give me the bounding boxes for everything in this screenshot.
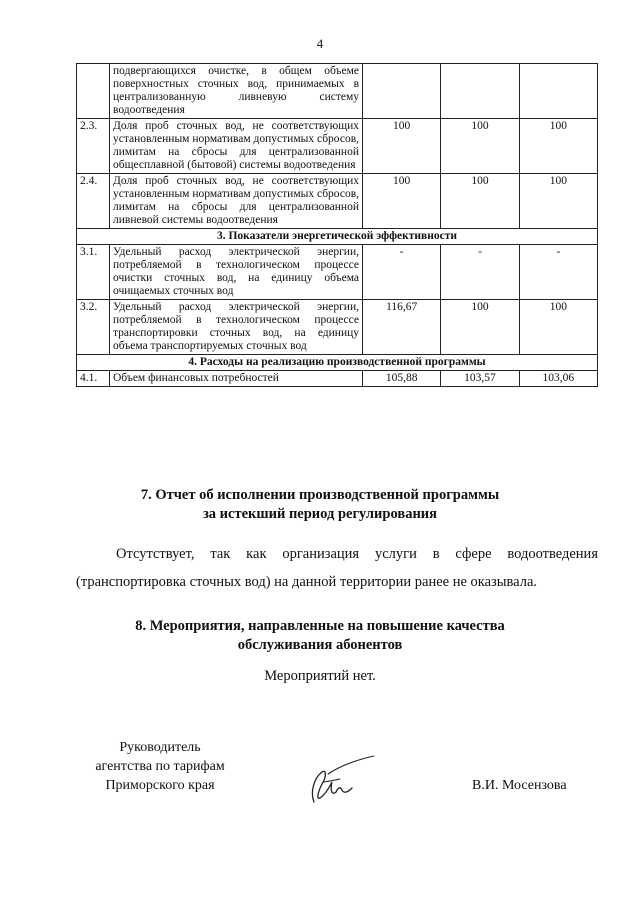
table-row bbox=[77, 245, 598, 300]
row-number: 3.2. bbox=[77, 300, 110, 355]
section-heading: 4. Расходы на реализацию производственной программы bbox=[77, 355, 598, 371]
value-cell bbox=[363, 64, 441, 119]
row-description: подвергающихся очистке, в общем объеме поверхностных сточных вод, принимаемых в централизованную ливневую систему водоотведения bbox=[110, 64, 363, 119]
row-number bbox=[77, 64, 110, 119]
section7-title-line1: 7. Отчет об исполнении производственной программы bbox=[140, 487, 500, 503]
section8-text: Мероприятий нет. bbox=[264, 668, 376, 684]
value-cell: 100 bbox=[519, 119, 597, 174]
value-cell: 116,67 bbox=[363, 300, 441, 355]
row-description: Объем финансовых потребностей bbox=[110, 371, 363, 387]
page-number: 4 bbox=[316, 36, 324, 51]
section8-title-line1: 8. Мероприятия, направленные на повышение качества bbox=[135, 618, 505, 634]
section8-title bbox=[0, 617, 640, 655]
row-description: Удельный расход электрической энергии, потребляемой в технологическом процессе очистки сточных вод, на единицу объема очищаемых сточных вод bbox=[110, 245, 363, 300]
section8-title-line2: обслуживания абонентов bbox=[237, 637, 403, 653]
signatory-title-line1: Руководитель bbox=[119, 740, 201, 755]
value-cell: 103,57 bbox=[441, 371, 519, 387]
signatory-title-line2: агентства по тарифам bbox=[95, 759, 225, 774]
value-cell: - bbox=[363, 245, 441, 300]
row-description: Доля проб сточных вод, не соответствующих установленным нормативам допустимых сбросов, лимитам на сбросы для централизованной общесплавной (бытовой) системы водоотведения bbox=[110, 119, 363, 174]
value-cell: - bbox=[519, 245, 597, 300]
value-cell bbox=[441, 64, 519, 119]
table-row bbox=[77, 64, 598, 119]
table-row bbox=[77, 300, 598, 355]
value-cell bbox=[519, 64, 597, 119]
table-row bbox=[77, 371, 598, 387]
section-heading: 3. Показатели энергетической эффективности bbox=[77, 229, 598, 245]
value-cell: 100 bbox=[441, 174, 519, 229]
section7-title-line2: за истекший период регулирования bbox=[202, 506, 438, 522]
value-cell: - bbox=[441, 245, 519, 300]
table-row bbox=[77, 119, 598, 174]
row-number: 4.1. bbox=[77, 371, 110, 387]
table-row bbox=[77, 174, 598, 229]
value-cell: 100 bbox=[363, 119, 441, 174]
section7-text: Отсутствует, так как организация услуги в сфере водоотведения (транспортировка сточных вод) на данной территории ранее не оказывала. bbox=[76, 546, 598, 590]
row-number: 3.1. bbox=[77, 245, 110, 300]
handwritten-signature bbox=[300, 752, 380, 812]
table-section-row bbox=[77, 229, 598, 245]
row-number: 2.4. bbox=[77, 174, 110, 229]
value-cell: 103,06 bbox=[519, 371, 597, 387]
indicators-table bbox=[76, 63, 598, 387]
row-description: Доля проб сточных вод, не соответствующих установленным нормативам допустимых сбросов, лимитам на сбросы для централизованной ливневой системы водоотведения bbox=[110, 174, 363, 229]
value-cell: 100 bbox=[519, 300, 597, 355]
signatory-name: В.И. Мосензова bbox=[472, 778, 567, 793]
value-cell: 100 bbox=[441, 119, 519, 174]
signatory-title bbox=[80, 738, 240, 795]
row-number: 2.3. bbox=[77, 119, 110, 174]
section7-title bbox=[0, 486, 640, 524]
row-description: Удельный расход электрической энергии, потребляемой в технологическом процессе транспортировки сточных вод, на единицу объема транспортируемых сточных вод bbox=[110, 300, 363, 355]
value-cell: 100 bbox=[519, 174, 597, 229]
value-cell: 100 bbox=[363, 174, 441, 229]
signatory-title-line3: Приморского края bbox=[105, 778, 215, 793]
value-cell: 100 bbox=[441, 300, 519, 355]
table-section-row bbox=[77, 355, 598, 371]
value-cell: 105,88 bbox=[363, 371, 441, 387]
